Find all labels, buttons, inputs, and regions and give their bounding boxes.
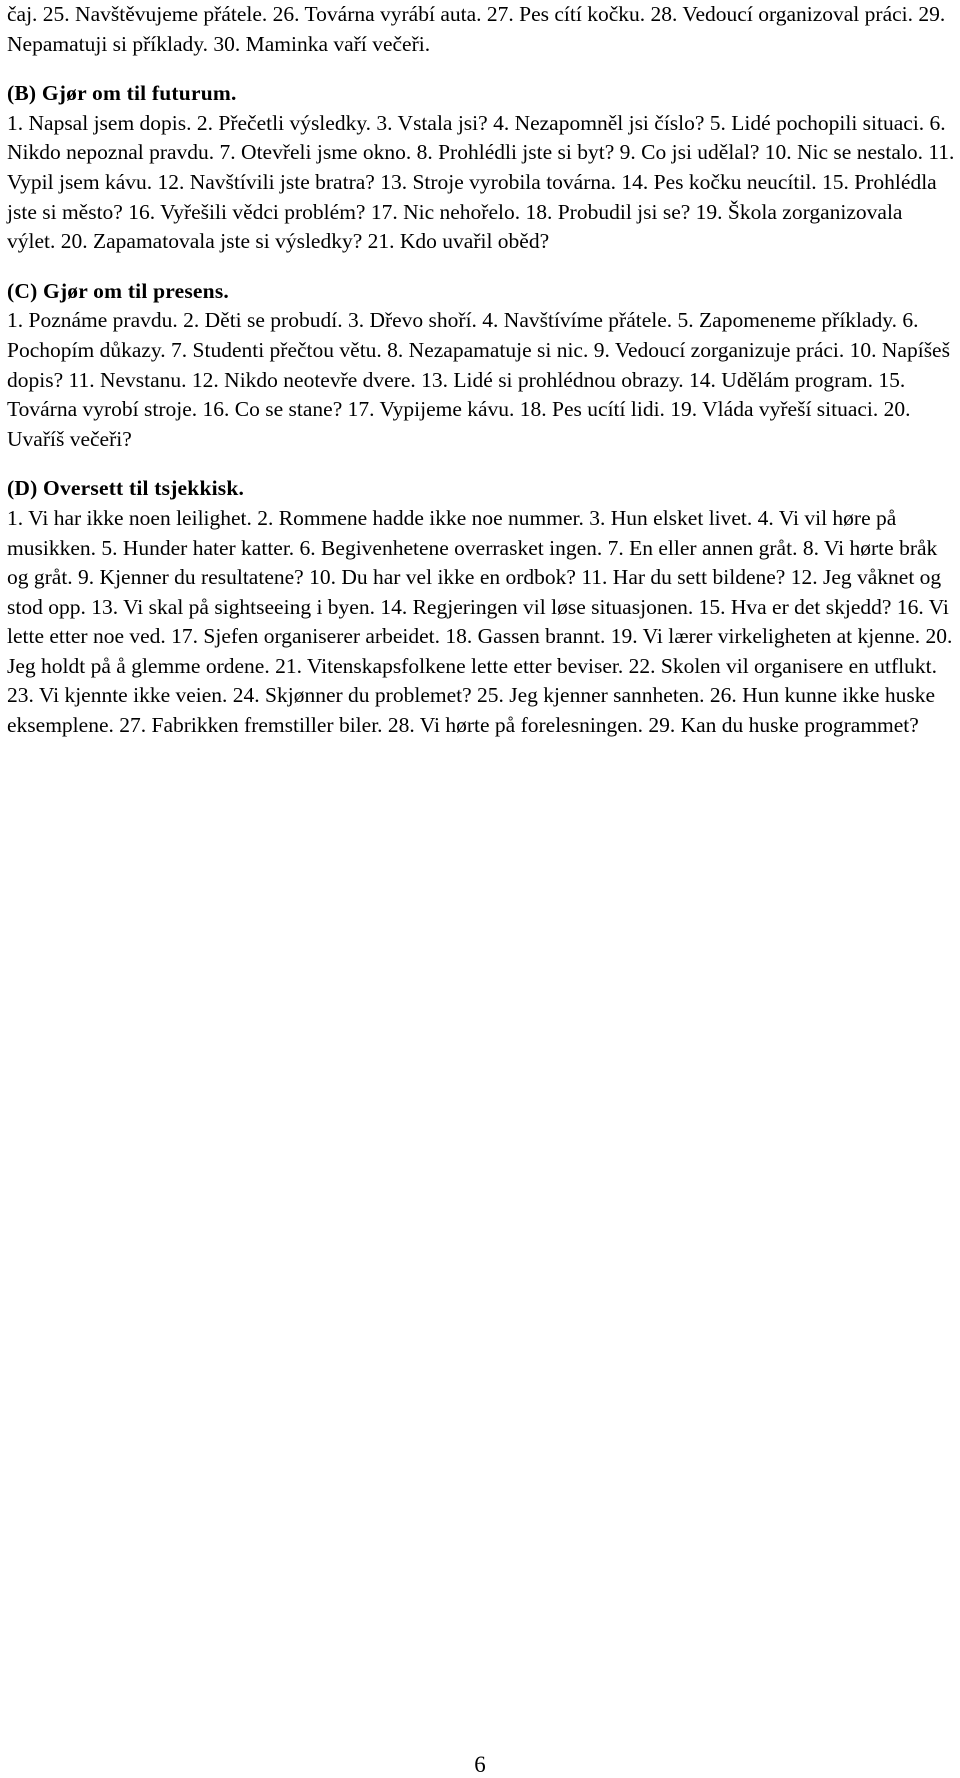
exercise-c-heading: (C) Gjør om til presens. — [7, 278, 229, 303]
exercise-c-text: 1. Poznáme pravdu. 2. Děti se probudí. 3. Dřevo shoří. 4. Navštívíme přátele. 5. Zapomeneme příklady. 6. Pochopím důkazy. 7. Studenti přečtou větu. 8. Nezapamatuje si nic. 9. Vedoucí zorganizuje práci. 10. Napíšeš dopis? 11. Nevstanu. 12. Nikdo neotevře dvere. 13. Lidé si prohlédnou obrazy. 14. Udělám program. 15. Továrna vyrobí stroje. 16. Co se stane? 17. Vypijeme kávu. 18. Pes ucítí lidi. 19. Vláda vyřeší situaci. 20. Uvaříš večeři? — [7, 308, 950, 451]
page-number: 6 — [474, 1752, 486, 1777]
exercise-d — [7, 474, 955, 740]
document-page — [7, 0, 955, 741]
exercise-d-heading: (D) Oversett til tsjekkisk. — [7, 476, 245, 501]
continuation-text: čaj. 25. Navštěvujeme přátele. 26. Továrna vyrábí auta. 27. Pes cítí kočku. 28. Vedoucí organizoval práci. 29. Nepamatuji si příklady. 30. Maminka vaří večeři. — [7, 2, 946, 56]
continuation-paragraph — [7, 0, 955, 59]
exercise-b-text: 1. Napsal jsem dopis. 2. Přečetli výsledky. 3. Vstala jsi? 4. Nezapomněl jsi číslo? 5. Lidé pochopili situaci. 6. Nikdo nepoznal pravdu. 7. Otevřeli jsme okno. 8. Prohlédli jste si byt? 9. Co jsi udělal? 10. Nic se nestalo. 11. Vypil jsem kávu. 12. Navštívili jste bratra? 13. Stroje vyrobila továrna. 14. Pes kočku neucítil. 15. Prohlédla jste si město? 16. Vyřešili vědci problém? 17. Nic nehořelo. 18. Probudil jsi se? 19. Škola zorganizovala výlet. 20. Zapamatovala jste si výsledky? 21. Kdo uvařil oběd? — [7, 110, 955, 254]
exercise-b-heading: (B) Gjør om til futurum. — [7, 81, 237, 106]
exercise-b — [7, 79, 955, 257]
exercise-d-text: 1. Vi har ikke noen leilighet. 2. Rommene hadde ikke noe nummer. 3. Hun elsket livet. 4. Vi vil høre på musikken. 5. Hunder hater katter. 6. Begivenhetene overrasket ingen. 7. En eller annen gråt. 8. Vi hørte bråk og gråt. 9. Kjenner du resultatene? 10. Du har vel ikke en ordbok? 11. Har du sett bildene? 12. Jeg våknet og stod opp. 13. Vi skal på sightseeing i byen. 14. Regjeringen vil løse situasjonen. 15. Hva er det skjedd? 16. Vi lette etter noe ved. 17. Sjefen organiserer arbeidet. 18. Gassen brannt. 19. Vi lærer virkeligheten at kjenne. 20. Jeg holdt på å glemme ordene. 21. Vitenskapsfolkene lette etter beviser. 22. Skolen vil organisere en utflukt. 23. Vi kjennte ikke veien. 24. Skjønner du problemet? 25. Jeg kjenner sannheten. 26. Hun kunne ikke huske eksemplene. 27. Fabrikken fremstiller biler. 28. Vi hørte på forelesningen. 29. Kan du huske programmet? — [7, 505, 953, 738]
exercise-c — [7, 277, 955, 455]
